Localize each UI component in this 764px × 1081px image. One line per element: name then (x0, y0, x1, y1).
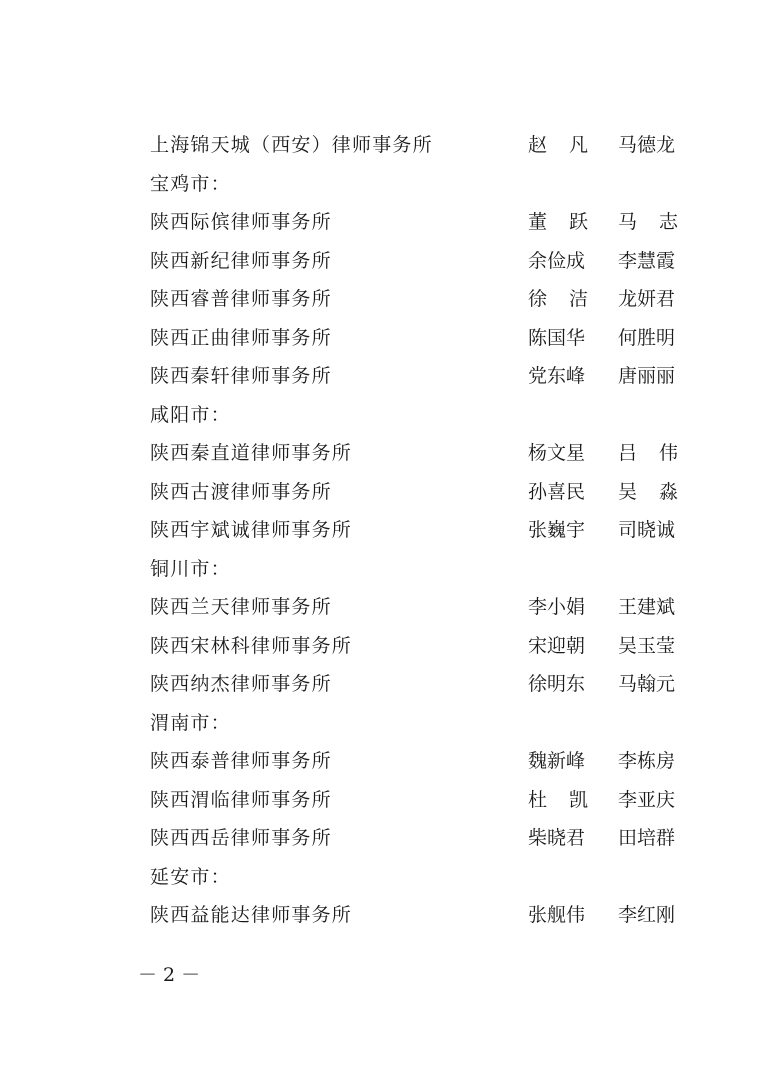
firm-name: 陕西宋林科律师事务所 (150, 634, 353, 657)
city-heading: 渭南市： (150, 711, 231, 734)
firm-row (0, 589, 764, 628)
lawyer-name: 龙妍君 (618, 288, 676, 310)
city-heading-row (0, 551, 764, 590)
lawyer-name: 吴 淼 (618, 480, 678, 503)
firm-name: 陕西渭临律师事务所 (150, 788, 332, 811)
lawyer-name: 马翰元 (618, 673, 676, 695)
city-heading-row (0, 859, 764, 898)
lawyer-name: 杜 凯 (528, 788, 588, 811)
firm-name: 陕西纳杰律师事务所 (150, 673, 332, 695)
firm-name: 陕西新纪律师事务所 (150, 249, 332, 272)
firm-row (0, 320, 764, 359)
city-heading-row (0, 705, 764, 744)
lawyer-name: 王建斌 (618, 596, 676, 618)
firm-row (0, 435, 764, 474)
lawyer-name: 董 跃 (528, 211, 588, 233)
page-number: － 2 － (138, 964, 201, 986)
firm-name: 陕西际傧律师事务所 (150, 211, 332, 233)
lawyer-name: 唐丽丽 (618, 365, 676, 387)
lawyer-name: 宋迎朝 (528, 634, 586, 657)
firm-name: 陕西正曲律师事务所 (150, 326, 332, 349)
lawyer-name: 徐明东 (528, 673, 586, 695)
lawyer-name: 田培群 (618, 827, 676, 849)
firm-name: 陕西西岳律师事务所 (150, 827, 332, 849)
lawyer-name: 何胜明 (618, 326, 676, 349)
firm-name: 陕西睿普律师事务所 (150, 288, 332, 310)
firm-name: 陕西益能达律师事务所 (150, 904, 353, 926)
firm-name: 陕西宇斌诚律师事务所 (150, 519, 353, 541)
lawyer-name: 李慧霞 (618, 249, 676, 272)
firm-name: 陕西秦轩律师事务所 (150, 365, 332, 387)
firm-name: 上海锦天城（西安）律师事务所 (150, 134, 433, 156)
firm-row (0, 666, 764, 705)
lawyer-name: 陈国华 (528, 326, 586, 349)
city-heading: 铜川市： (150, 557, 231, 580)
firm-row (0, 474, 764, 513)
lawyer-name: 柴晓君 (528, 827, 586, 849)
lawyer-name: 张巍宇 (528, 519, 586, 541)
firm-name: 陕西秦直道律师事务所 (150, 442, 353, 464)
lawyer-name: 徐 洁 (528, 288, 588, 310)
lawyer-name: 马 志 (618, 211, 678, 233)
firm-row (0, 358, 764, 397)
lawyer-name: 孙喜民 (528, 480, 586, 503)
lawyer-name: 李亚庆 (618, 788, 676, 811)
city-heading: 宝鸡市： (150, 172, 231, 195)
lawyer-name: 张舰伟 (528, 904, 586, 926)
document-body (0, 127, 764, 936)
firm-row (0, 743, 764, 782)
lawyer-name: 党东峰 (528, 365, 586, 387)
city-heading-row (0, 397, 764, 436)
firm-row (0, 204, 764, 243)
lawyer-name: 李栋房 (618, 750, 676, 772)
lawyer-name: 吴玉莹 (618, 634, 676, 657)
firm-row (0, 897, 764, 936)
firm-row (0, 628, 764, 667)
firm-name: 陕西古渡律师事务所 (150, 480, 332, 503)
firm-row (0, 512, 764, 551)
firm-row (0, 820, 764, 859)
city-heading-row (0, 166, 764, 205)
lawyer-name: 李红刚 (618, 904, 676, 926)
firm-name: 陕西兰天律师事务所 (150, 596, 332, 618)
lawyer-name: 余俭成 (528, 249, 586, 272)
lawyer-name: 赵 凡 (528, 134, 588, 156)
lawyer-name: 杨文星 (528, 442, 586, 464)
lawyer-name: 李小娟 (528, 596, 586, 618)
firm-row (0, 127, 764, 166)
firm-row (0, 782, 764, 821)
firm-row (0, 281, 764, 320)
city-heading: 咸阳市： (150, 403, 231, 426)
lawyer-name: 魏新峰 (528, 750, 586, 772)
city-heading: 延安市： (150, 865, 231, 888)
firm-name: 陕西泰普律师事务所 (150, 750, 332, 772)
firm-row (0, 243, 764, 282)
lawyer-name: 司晓诚 (618, 519, 676, 541)
lawyer-name: 吕 伟 (618, 442, 678, 464)
lawyer-name: 马德龙 (618, 134, 676, 156)
